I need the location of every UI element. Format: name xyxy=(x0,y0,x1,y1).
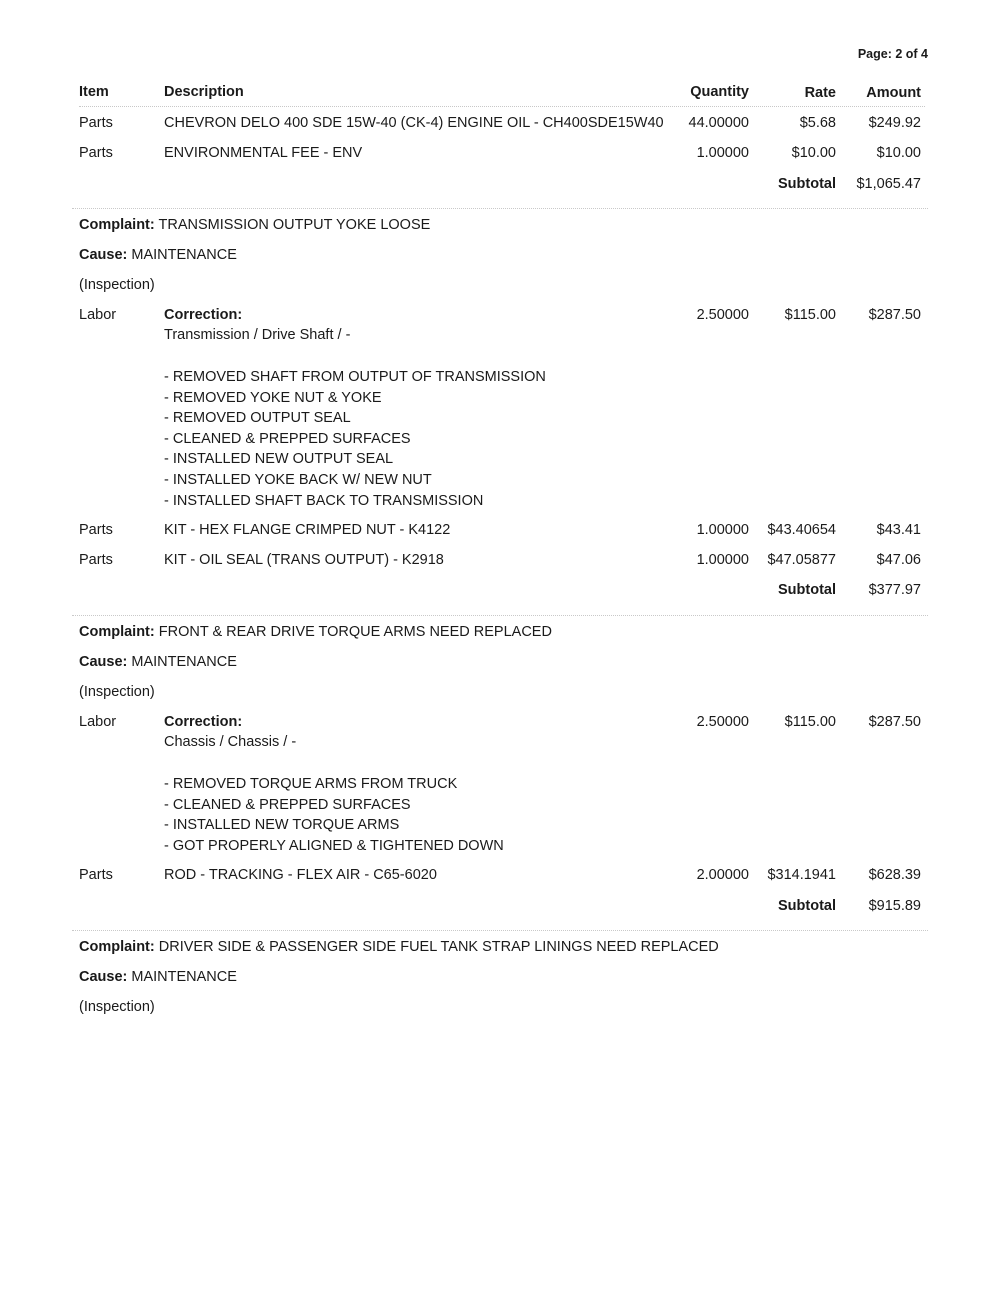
correction-step: - CLEANED & PREPPED SURFACES xyxy=(164,796,411,813)
correction-step: - GOT PROPERLY ALIGNED & TIGHTENED DOWN xyxy=(164,837,504,854)
cause-line xyxy=(79,247,237,263)
labor-amount: $287.50 xyxy=(868,307,921,323)
correction-step: - REMOVED OUTPUT SEAL xyxy=(164,410,351,427)
line-description: ROD - TRACKING - FLEX AIR - C65-6020 xyxy=(164,867,437,883)
line-quantity: 2.00000 xyxy=(696,867,749,883)
correction-step: - INSTALLED NEW OUTPUT SEAL xyxy=(164,451,394,468)
line-quantity: 1.00000 xyxy=(696,552,749,568)
line-amount: $47.06 xyxy=(876,552,921,568)
line-description: CHEVRON DELO 400 SDE 15W-40 (CK-4) ENGINE OIL - CH400SDE15W40 xyxy=(164,115,664,131)
subtotal-amount: $915.89 xyxy=(868,898,921,914)
correction-step: - REMOVED TORQUE ARMS FROM TRUCK xyxy=(164,776,458,792)
correction-step: - INSTALLED SHAFT BACK TO TRANSMISSION xyxy=(164,492,484,509)
column-header-item: Item xyxy=(79,84,109,100)
subtotal-label: Subtotal xyxy=(778,582,836,598)
inspection-label: (Inspection) xyxy=(79,684,155,700)
complaint-label: Complaint: xyxy=(79,624,155,640)
labor-quantity: 2.50000 xyxy=(696,714,749,730)
line-description: ENVIRONMENTAL FEE - ENV xyxy=(164,145,363,161)
column-header-description: Description xyxy=(164,84,244,100)
line-rate: $43.40654 xyxy=(767,522,836,538)
correction-category: Transmission / Drive Shaft / - xyxy=(164,327,351,343)
column-header-quantity: Quantity xyxy=(690,84,749,100)
cause-label: Cause: xyxy=(79,969,128,985)
line-rate: $5.68 xyxy=(799,115,836,131)
subtotal-amount: $377.97 xyxy=(868,582,921,598)
line-rate: $10.00 xyxy=(791,145,836,161)
section-divider xyxy=(72,615,928,616)
correction-category: Chassis / Chassis / - xyxy=(164,734,297,750)
correction-steps xyxy=(164,367,546,511)
line-quantity: 1.00000 xyxy=(696,522,749,538)
cause-label: Cause: xyxy=(79,247,128,263)
section-divider xyxy=(72,930,928,931)
complaint-label: Complaint: xyxy=(79,939,155,955)
line-description: KIT - HEX FLANGE CRIMPED NUT - K4122 xyxy=(164,522,451,538)
subtotal-amount: $1,065.47 xyxy=(856,176,921,192)
complaint-text: FRONT & REAR DRIVE TORQUE ARMS NEED REPLACED xyxy=(158,624,552,640)
cause-line xyxy=(79,969,237,985)
line-quantity: 1.00000 xyxy=(696,145,749,161)
line-amount: $10.00 xyxy=(876,145,921,161)
correction-steps xyxy=(164,774,504,856)
labor-amount: $287.50 xyxy=(868,714,921,730)
complaint-line xyxy=(79,939,719,955)
line-rate: $314.1941 xyxy=(767,867,836,883)
complaint-text: DRIVER SIDE & PASSENGER SIDE FUEL TANK STRAP LININGS NEED REPLACED xyxy=(158,939,719,955)
labor-rate: $115.00 xyxy=(784,714,836,730)
subtotal-label: Subtotal xyxy=(778,176,836,192)
line-item-type: Parts xyxy=(79,115,113,131)
complaint-label: Complaint: xyxy=(79,217,155,233)
complaint-line xyxy=(79,217,430,233)
cause-text: MAINTENANCE xyxy=(131,247,237,263)
labor-quantity: 2.50000 xyxy=(696,307,749,323)
line-amount: $249.92 xyxy=(868,115,921,131)
cause-label: Cause: xyxy=(79,654,128,670)
inspection-label: (Inspection) xyxy=(79,999,155,1015)
cause-text: MAINTENANCE xyxy=(131,654,237,670)
correction-step: - INSTALLED NEW TORQUE ARMS xyxy=(164,817,400,834)
labor-rate: $115.00 xyxy=(784,307,836,323)
correction-step: - REMOVED SHAFT FROM OUTPUT OF TRANSMISSION xyxy=(164,369,546,385)
correction-step: - REMOVED YOKE NUT & YOKE xyxy=(164,389,382,406)
column-header-rate: Rate xyxy=(804,85,836,101)
line-item-type: Parts xyxy=(79,145,113,161)
labor-item-type: Labor xyxy=(79,714,117,730)
subtotal-label: Subtotal xyxy=(778,898,836,914)
header-divider xyxy=(79,106,925,107)
column-header-amount: Amount xyxy=(866,85,921,101)
correction-label: Correction: xyxy=(164,307,243,323)
line-amount: $43.41 xyxy=(876,522,921,538)
line-item-type: Parts xyxy=(79,552,113,568)
labor-item-type: Labor xyxy=(79,307,117,323)
line-item-type: Parts xyxy=(79,522,113,538)
page-number: Page: 2 of 4 xyxy=(857,47,928,61)
correction-step: - CLEANED & PREPPED SURFACES xyxy=(164,430,411,447)
line-quantity: 44.00000 xyxy=(688,115,749,131)
line-amount: $628.39 xyxy=(868,867,921,883)
inspection-label: (Inspection) xyxy=(79,277,155,293)
line-description: KIT - OIL SEAL (TRANS OUTPUT) - K2918 xyxy=(164,552,444,568)
cause-line xyxy=(79,654,237,670)
complaint-text: TRANSMISSION OUTPUT YOKE LOOSE xyxy=(158,217,431,233)
line-item-type: Parts xyxy=(79,867,113,883)
line-rate: $47.05877 xyxy=(767,552,836,568)
correction-step: - INSTALLED YOKE BACK W/ NEW NUT xyxy=(164,471,432,488)
section-divider xyxy=(72,208,928,209)
correction-label: Correction: xyxy=(164,714,243,730)
complaint-line xyxy=(79,624,552,640)
cause-text: MAINTENANCE xyxy=(131,969,237,985)
